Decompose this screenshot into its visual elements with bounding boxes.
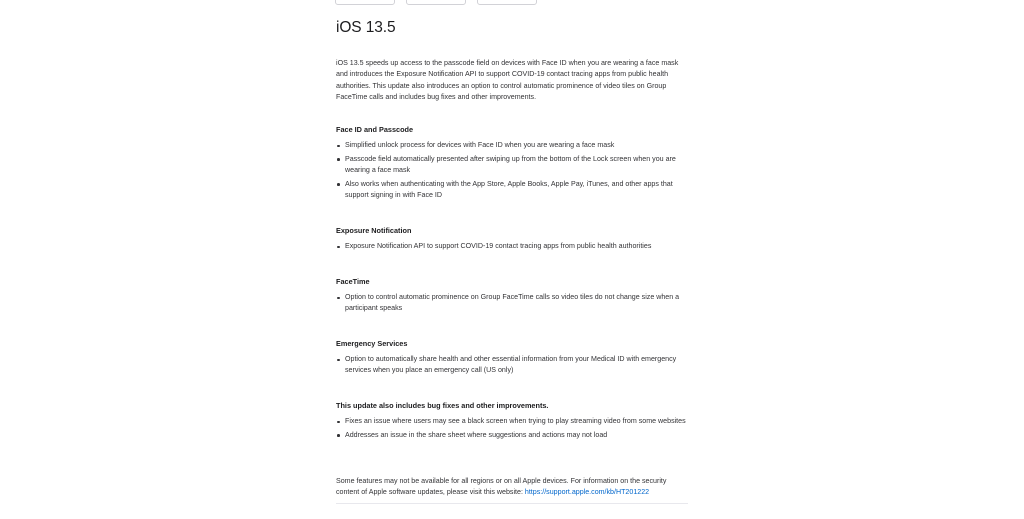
list-item-text: Exposure Notification API to support COVID-19 contact tracing apps from public health authorities: [345, 242, 652, 250]
page-title: iOS 13.5: [336, 19, 396, 36]
footer-text: Some features may not be available for all regions or on all Apple devices. For information on the security content of Apple software updates, please visit this website:: [336, 477, 667, 497]
list-item-text: Simplified unlock process for devices with Face ID when you are wearing a face mask: [345, 141, 615, 149]
intro-paragraph: iOS 13.5 speeds up access to the passcode field on devices with Face ID when you are wearing a face mask and introduces the Exposure Notification API to support COVID-19 contact tracing apps from public health authorities. This update also introduces an option to control automatic prominence of video tiles on Group FaceTime calls and includes bug fixes and other improvements.: [336, 59, 679, 101]
list-item-text: Passcode field automatically presented after swiping up from the bottom of the Lock screen when you are wearing a face mask: [345, 154, 676, 175]
section-facetime: [336, 277, 688, 315]
list-item-text: Also works when authenticating with the App Store, Apple Books, Apple Pay, iTunes, and other apps that support signing in with Face ID: [345, 179, 673, 200]
list-item: [336, 241, 688, 252]
bullet-dot: [337, 297, 340, 300]
top-button-1[interactable]: [335, 0, 395, 5]
bullet-list: [336, 416, 688, 441]
list-item: [336, 140, 688, 151]
list-item-text: Option to control automatic prominence on Group FaceTime calls so video tiles do not change size when a participant speaks: [345, 293, 680, 313]
list-item: [336, 416, 688, 427]
list-item: [336, 154, 688, 177]
bullet-dot: [337, 434, 340, 437]
section-heading: This update also includes bug fixes and other improvements.: [336, 401, 549, 410]
bullet-dot: [337, 246, 340, 249]
top-button-3[interactable]: [477, 0, 537, 5]
security-content-link[interactable]: https://support.apple.com/kb/HT201222: [524, 488, 650, 497]
top-button-row: [335, 0, 537, 5]
bullet-list: [336, 354, 688, 377]
divider: [336, 503, 688, 504]
bullet-list: [336, 292, 688, 315]
section-heading: Exposure Notification: [336, 226, 412, 235]
bullet-list: [336, 140, 688, 201]
section-bug-fixes: [336, 401, 688, 441]
list-item: [336, 179, 688, 202]
list-item-text: Addresses an issue in the share sheet where suggestions and actions may not load: [345, 430, 608, 439]
list-item: [336, 430, 688, 441]
bullet-list: [336, 241, 688, 252]
section-emergency-services: [336, 339, 688, 377]
list-item: [336, 354, 688, 377]
bullet-dot: [337, 158, 340, 161]
bullet-dot: [337, 421, 340, 424]
list-item-text: Fixes an issue where users may see a black screen when trying to play streaming video from some websites: [345, 417, 686, 425]
list-item-text: Option to automatically share health and other essential information from your Medical ID with emergency services when you place an emergency call (US only): [345, 355, 677, 375]
footer-note: [336, 476, 688, 499]
bullet-dot: [337, 145, 340, 148]
section-heading: Face ID and Passcode: [336, 125, 414, 134]
bullet-dot: [337, 359, 340, 362]
section-heading: Emergency Services: [336, 339, 408, 348]
list-item: [336, 292, 688, 315]
section-exposure-notification: [336, 226, 688, 252]
top-button-2[interactable]: [406, 0, 466, 5]
bullet-dot: [337, 183, 340, 186]
section-heading: FaceTime: [336, 277, 370, 286]
section-face-id: [336, 125, 688, 201]
